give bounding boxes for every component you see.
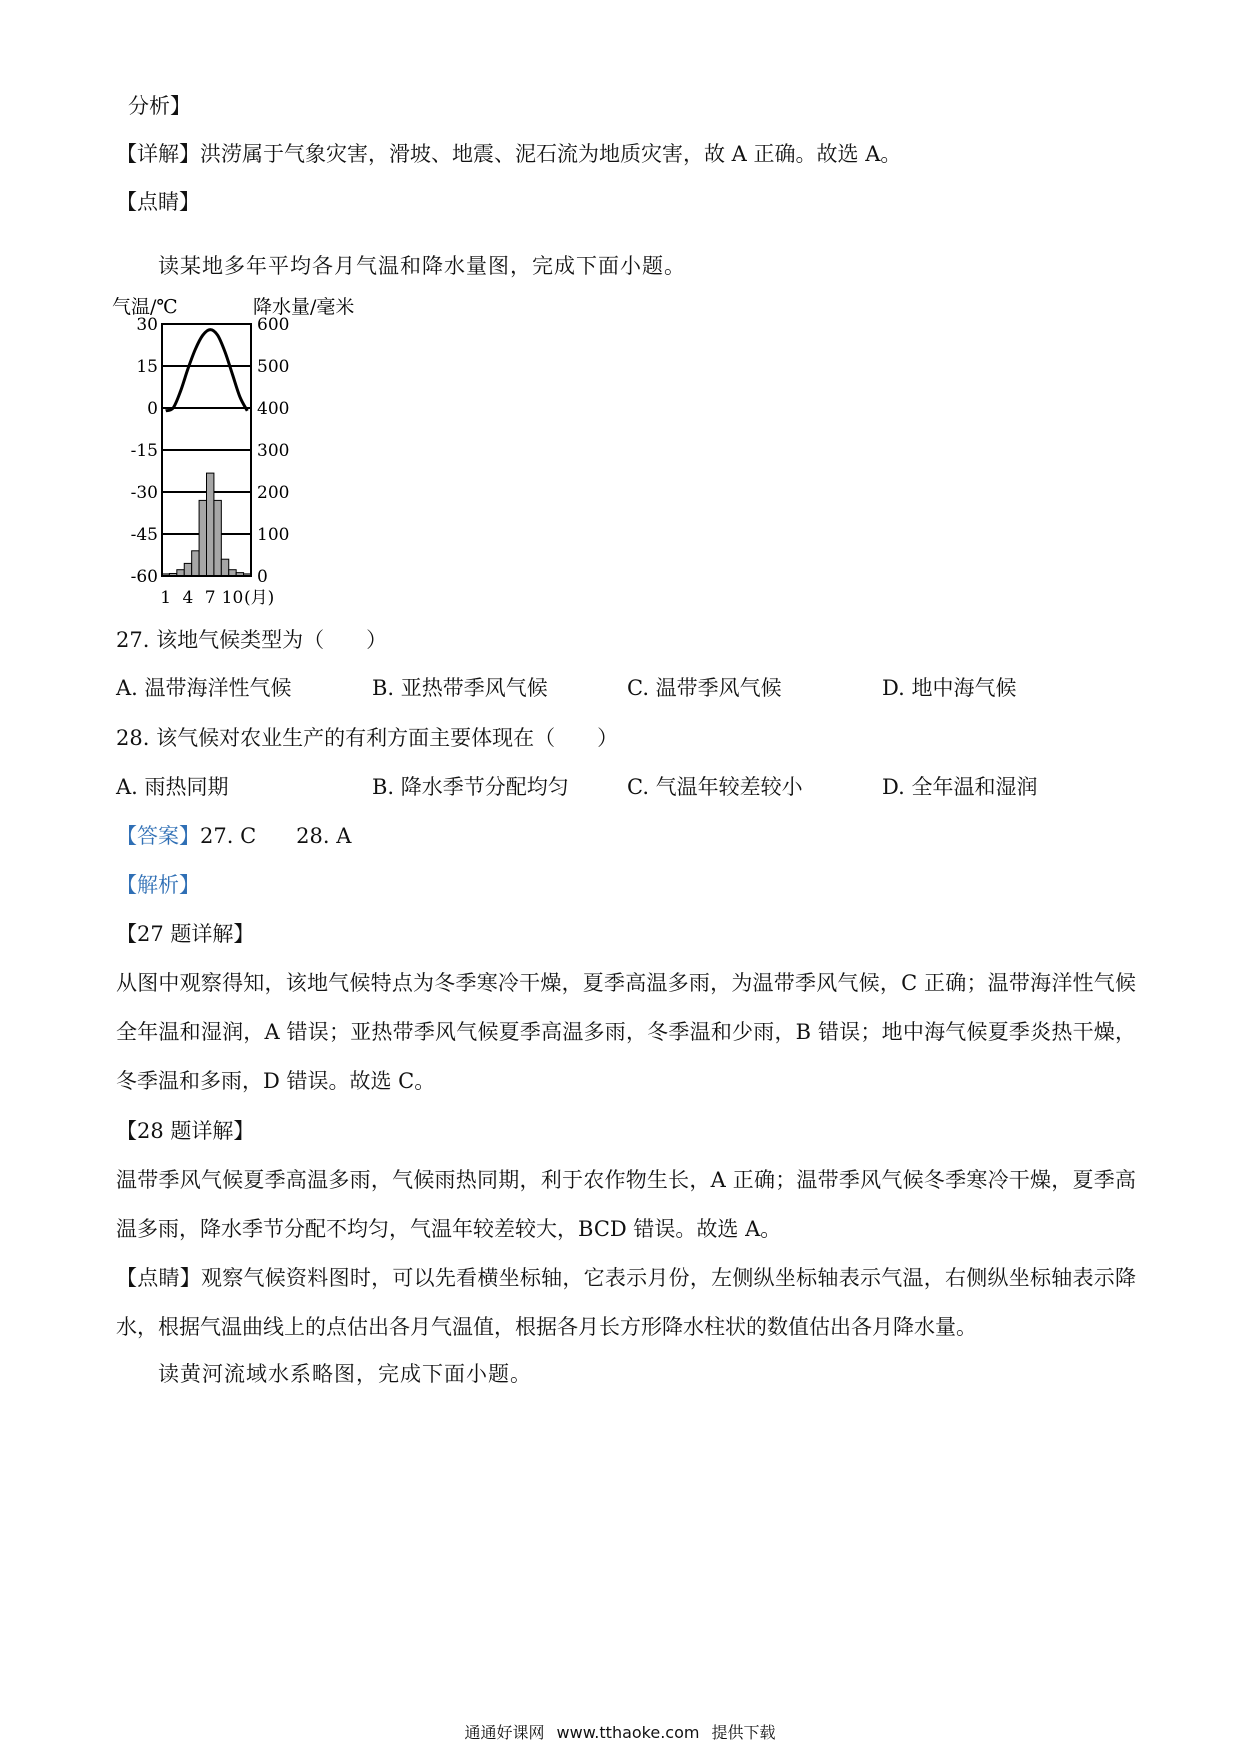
detail-28-text: 温带季风气候夏季高温多雨，气候雨热同期，利于农作物生长，A 正确；温带季风气候冬季寒冷干燥，夏季高温多雨，降水季节分配不均匀，气温年较差较大，BCD 错误。故选 A。 — [116, 1168, 1136, 1241]
q27-option-a: A. 温带海洋性气候 — [116, 676, 292, 700]
footer-suffix: 提供下载 — [711, 1723, 776, 1742]
detail-27-text: 从图中观察得知，该地气候特点为冬季寒冷干燥，夏季高温多雨，为温带季风气候，C 正确；温带海洋性气候全年温和湿润，A 错误；亚热带季风气候夏季高温多雨，冬季温和少雨，B 错误；地中海气候夏季炎热干燥，冬季温和多雨，D 错误。故选 C。 — [116, 971, 1136, 1093]
question-intro: 读某地多年平均各月气温和降水量图，完成下面小题。 — [158, 254, 686, 278]
q27-option-d: D. 地中海气候 — [882, 676, 1017, 700]
left-axis-label: 气温/℃ — [112, 296, 178, 318]
header-fragment: 分析】 — [128, 94, 191, 118]
left-tick-label: 30 — [136, 315, 158, 335]
dianjing-tag: 【点睛】 — [116, 1266, 202, 1290]
left-tick-label: -15 — [130, 441, 158, 461]
q28-stem: 28. 该气候对农业生产的有利方面主要体现在（ ） — [116, 726, 619, 750]
climate-chart — [108, 292, 368, 612]
q28-option-a: A. 雨热同期 — [116, 775, 229, 799]
answer-line — [116, 822, 351, 850]
x-tick-label: 10 — [221, 588, 244, 608]
precip-bar — [192, 551, 199, 576]
q27-option-c: C. 温带季风气候 — [627, 676, 782, 700]
q28-option-d: D. 全年温和湿润 — [882, 775, 1038, 799]
detail-28-tag: 【28 题详解】 — [116, 1119, 255, 1143]
footer-url: www.tthaoke.com — [556, 1723, 700, 1742]
x-unit-label: (月) — [244, 588, 275, 608]
right-axis-label: 降水量/毫米 — [253, 296, 355, 318]
prev-detail-tag: 【详解】 — [116, 142, 200, 166]
left-tick-label: 15 — [136, 357, 158, 377]
prev-dianjing-tag: 【点睛】 — [116, 190, 200, 214]
q27-option-b: B. 亚热带季风气候 — [372, 676, 548, 700]
page-footer — [0, 1720, 1240, 1743]
left-tick-label: 0 — [147, 399, 158, 419]
answer-28: 28. A — [296, 824, 352, 848]
right-tick-label: 0 — [257, 567, 268, 587]
precip-bar — [214, 500, 221, 576]
answer-tag: 【答案】 — [116, 824, 200, 848]
dianjing-paragraph — [116, 1254, 1136, 1352]
q28-option-b: B. 降水季节分配均匀 — [372, 775, 569, 799]
right-tick-label: 100 — [257, 525, 290, 545]
prev-detail-text: 洪涝属于气象灾害，滑坡、地震、泥石流为地质灾害，故 A 正确。故选 A。 — [200, 142, 902, 166]
q28-option-c: C. 气温年较差较小 — [627, 775, 803, 799]
right-tick-label: 600 — [257, 315, 290, 335]
left-tick-label: -60 — [130, 567, 158, 587]
left-tick-label: -30 — [130, 483, 158, 503]
right-tick-label: 200 — [257, 483, 290, 503]
x-tick-label: 1 — [160, 588, 172, 608]
q27-stem: 27. 该地气候类型为（ ） — [116, 628, 388, 652]
precip-bar — [207, 473, 214, 576]
x-tick-label: 4 — [182, 588, 194, 608]
footer-site: 通通好课网 — [464, 1723, 545, 1742]
left-tick-label: -45 — [130, 525, 158, 545]
answer-27: 27. C — [200, 824, 257, 848]
right-tick-label: 400 — [257, 399, 290, 419]
dianjing-text: 观察气候资料图时，可以先看横坐标轴，它表示月份，左侧纵坐标轴表示气温，右侧纵坐标轴表示降水，根据气温曲线上的点估出各月气温值，根据各月长方形降水柱状的数值估出各月降水量。 — [116, 1266, 1137, 1339]
x-tick-label: 7 — [204, 588, 216, 608]
temperature-curve — [166, 330, 248, 411]
right-tick-label: 300 — [257, 441, 290, 461]
detail-27-tag: 【27 题详解】 — [116, 922, 255, 946]
precip-bar — [221, 559, 228, 576]
precip-bar — [199, 500, 206, 576]
prev-detail-line — [116, 140, 901, 168]
precip-bar — [184, 563, 191, 576]
analysis-tag: 【解析】 — [116, 873, 200, 897]
right-tick-label: 500 — [257, 357, 290, 377]
next-intro: 读黄河流域水系略图，完成下面小题。 — [158, 1362, 532, 1386]
